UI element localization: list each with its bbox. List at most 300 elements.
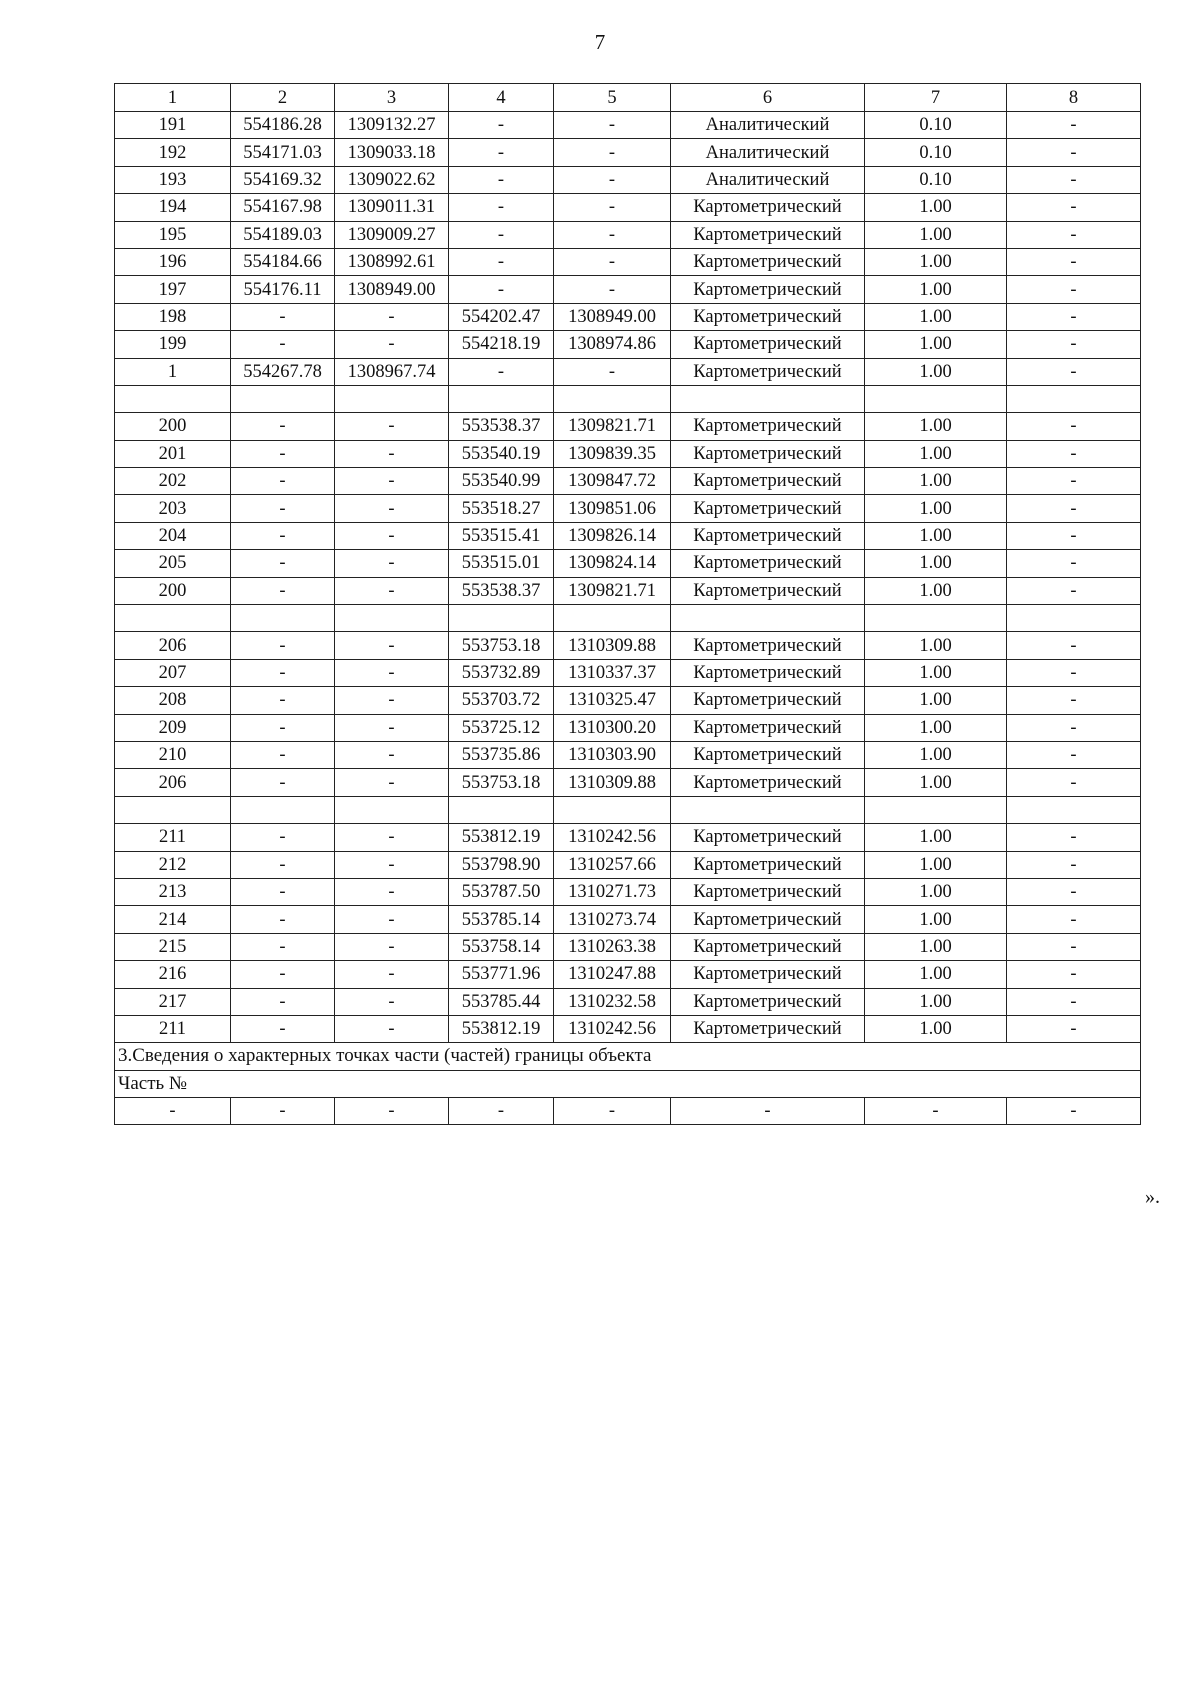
- table-cell: 553515.01: [449, 550, 554, 577]
- table-cell: 553515.41: [449, 522, 554, 549]
- table-cell: 1: [115, 358, 231, 385]
- table-cell: 554186.28: [231, 112, 335, 139]
- table-row: [115, 495, 1141, 522]
- table-cell: 1.00: [865, 440, 1007, 467]
- table-row: [115, 550, 1141, 577]
- table-cell: -: [1007, 687, 1141, 714]
- table-cell: 554169.32: [231, 166, 335, 193]
- table-cell: -: [449, 276, 554, 303]
- table-cell: -: [335, 440, 449, 467]
- table-cell: 204: [115, 522, 231, 549]
- table-cell: -: [231, 961, 335, 988]
- table-cell: -: [1007, 769, 1141, 796]
- table-cell: [449, 796, 554, 823]
- table-cell: 7: [865, 84, 1007, 112]
- table-cell: 1.00: [865, 468, 1007, 495]
- table-row: [115, 303, 1141, 330]
- table-cell: Картометрический: [671, 221, 865, 248]
- table-cell: -: [335, 331, 449, 358]
- table-cell: -: [335, 714, 449, 741]
- table-cell: -: [231, 522, 335, 549]
- table-cell: 4: [449, 84, 554, 112]
- table-cell: 3: [335, 84, 449, 112]
- table-cell: Картометрический: [671, 906, 865, 933]
- coordinates-table: [114, 83, 1141, 1125]
- table-cell: [449, 605, 554, 632]
- table-cell: -: [231, 687, 335, 714]
- table-cell: -: [449, 1098, 554, 1125]
- table-cell: -: [554, 276, 671, 303]
- table-cell: [115, 796, 231, 823]
- table-cell: 553703.72: [449, 687, 554, 714]
- table-cell: 1.00: [865, 878, 1007, 905]
- table-cell: -: [335, 522, 449, 549]
- table-row: [115, 221, 1141, 248]
- table-cell: 1.00: [865, 1015, 1007, 1042]
- table-cell: -: [231, 632, 335, 659]
- table-cell: -: [231, 1015, 335, 1042]
- table-cell: Картометрический: [671, 495, 865, 522]
- table-cell: 1: [115, 84, 231, 112]
- table-cell: -: [231, 331, 335, 358]
- table-cell: 5: [554, 84, 671, 112]
- table-cell: -: [231, 741, 335, 768]
- table-cell: [671, 385, 865, 412]
- table-cell: [865, 796, 1007, 823]
- table-cell: -: [335, 468, 449, 495]
- table-cell: 1310300.20: [554, 714, 671, 741]
- table-cell: Картометрический: [671, 769, 865, 796]
- table-row: [115, 522, 1141, 549]
- table-cell: 553758.14: [449, 933, 554, 960]
- table-cell: -: [1007, 440, 1141, 467]
- table-cell: 1309033.18: [335, 139, 449, 166]
- table-cell: [671, 605, 865, 632]
- table-cell: 1310337.37: [554, 659, 671, 686]
- section-title: 3.Сведения о характерных точках части (частей) границы объекта: [115, 1043, 1141, 1070]
- table-cell: 553540.19: [449, 440, 554, 467]
- table-cell: -: [231, 440, 335, 467]
- table-cell: 553785.14: [449, 906, 554, 933]
- table-cell: 206: [115, 769, 231, 796]
- table-cell: -: [231, 714, 335, 741]
- table-cell: Картометрический: [671, 1015, 865, 1042]
- table-cell: -: [231, 495, 335, 522]
- table-cell: 1.00: [865, 632, 1007, 659]
- table-cell: 213: [115, 878, 231, 905]
- closing-quote: ».: [1145, 1186, 1160, 1208]
- table-cell: -: [335, 961, 449, 988]
- table-cell: 191: [115, 112, 231, 139]
- table-cell: 1.00: [865, 331, 1007, 358]
- table-cell: -: [115, 1098, 231, 1125]
- table-cell: -: [335, 550, 449, 577]
- table-cell: 1309824.14: [554, 550, 671, 577]
- table-cell: -: [335, 741, 449, 768]
- table-row: [115, 413, 1141, 440]
- table-cell: [865, 605, 1007, 632]
- table-cell: -: [449, 139, 554, 166]
- table-cell: -: [449, 221, 554, 248]
- table-cell: 553798.90: [449, 851, 554, 878]
- table-row: [115, 1015, 1141, 1042]
- table-cell: -: [1007, 468, 1141, 495]
- table-cell: 1308949.00: [335, 276, 449, 303]
- table-cell: 1309022.62: [335, 166, 449, 193]
- table-row: [115, 139, 1141, 166]
- table-row: [115, 878, 1141, 905]
- table-cell: -: [1007, 1098, 1141, 1125]
- part-label-row: [115, 1070, 1141, 1097]
- table-cell: 216: [115, 961, 231, 988]
- table-cell: 1.00: [865, 933, 1007, 960]
- table-cell: 1309011.31: [335, 194, 449, 221]
- table-cell: 1309821.71: [554, 577, 671, 604]
- table-row: [115, 687, 1141, 714]
- table-row: [115, 248, 1141, 275]
- table-cell: 1309132.27: [335, 112, 449, 139]
- table-row: [115, 769, 1141, 796]
- table-cell: 553540.99: [449, 468, 554, 495]
- table-cell: 1310271.73: [554, 878, 671, 905]
- table-cell: 553725.12: [449, 714, 554, 741]
- table-cell: -: [335, 659, 449, 686]
- table-cell: 1309851.06: [554, 495, 671, 522]
- table-cell: -: [231, 933, 335, 960]
- table-cell: Картометрический: [671, 933, 865, 960]
- table-row: [115, 112, 1141, 139]
- table-cell: Картометрический: [671, 550, 865, 577]
- section-title-row: [115, 1043, 1141, 1070]
- table-body: [115, 84, 1141, 1125]
- table-cell: 0.10: [865, 112, 1007, 139]
- table-cell: [335, 796, 449, 823]
- table-cell: -: [449, 112, 554, 139]
- table-cell: 217: [115, 988, 231, 1015]
- table-cell: 215: [115, 933, 231, 960]
- table-cell: 1310303.90: [554, 741, 671, 768]
- table-cell: -: [335, 1015, 449, 1042]
- table-cell: 8: [1007, 84, 1141, 112]
- table-cell: Картометрический: [671, 413, 865, 440]
- table-cell: -: [554, 166, 671, 193]
- table-cell: 1.00: [865, 248, 1007, 275]
- table-cell: 553787.50: [449, 878, 554, 905]
- table-row: [115, 824, 1141, 851]
- table-cell: -: [1007, 248, 1141, 275]
- table-cell: Аналитический: [671, 166, 865, 193]
- table-cell: 193: [115, 166, 231, 193]
- table-cell: Картометрический: [671, 961, 865, 988]
- table-cell: Картометрический: [671, 248, 865, 275]
- table-cell: -: [335, 878, 449, 905]
- table-cell: -: [554, 112, 671, 139]
- table-cell: Картометрический: [671, 878, 865, 905]
- table-cell: -: [1007, 139, 1141, 166]
- table-cell: -: [1007, 331, 1141, 358]
- table-cell: [231, 605, 335, 632]
- table-cell: -: [231, 906, 335, 933]
- table-cell: -: [231, 413, 335, 440]
- table-cell: 212: [115, 851, 231, 878]
- table-cell: -: [1007, 194, 1141, 221]
- table-cell: Картометрический: [671, 988, 865, 1015]
- table-cell: -: [449, 358, 554, 385]
- table-cell: 1.00: [865, 824, 1007, 851]
- table-cell: -: [335, 933, 449, 960]
- table-row: [115, 632, 1141, 659]
- table-cell: -: [231, 303, 335, 330]
- table-cell: 205: [115, 550, 231, 577]
- table-cell: 1309826.14: [554, 522, 671, 549]
- table-cell: 553518.27: [449, 495, 554, 522]
- table-cell: 1308967.74: [335, 358, 449, 385]
- table-cell: -: [231, 988, 335, 1015]
- table-cell: 0.10: [865, 166, 1007, 193]
- table-cell: 200: [115, 577, 231, 604]
- table-cell: Аналитический: [671, 112, 865, 139]
- table-cell: 1.00: [865, 659, 1007, 686]
- table-cell: 1.00: [865, 851, 1007, 878]
- header-row: [115, 84, 1141, 112]
- table-cell: -: [449, 166, 554, 193]
- table-cell: -: [554, 194, 671, 221]
- table-cell: 553753.18: [449, 769, 554, 796]
- table-row: [115, 468, 1141, 495]
- table-cell: Картометрический: [671, 522, 865, 549]
- table-cell: -: [335, 1098, 449, 1125]
- table-cell: -: [1007, 303, 1141, 330]
- table-cell: 1309839.35: [554, 440, 671, 467]
- table-cell: 554218.19: [449, 331, 554, 358]
- table-cell: -: [1007, 824, 1141, 851]
- table-cell: -: [1007, 166, 1141, 193]
- table-cell: 1310325.47: [554, 687, 671, 714]
- table-cell: -: [335, 413, 449, 440]
- table-cell: [865, 385, 1007, 412]
- table-cell: -: [335, 769, 449, 796]
- table-cell: 1.00: [865, 550, 1007, 577]
- table-cell: 1310273.74: [554, 906, 671, 933]
- table-cell: 1.00: [865, 961, 1007, 988]
- table-cell: 554189.03: [231, 221, 335, 248]
- table-cell: 1309009.27: [335, 221, 449, 248]
- table-cell: 1308949.00: [554, 303, 671, 330]
- table-cell: -: [554, 221, 671, 248]
- table-cell: 553812.19: [449, 1015, 554, 1042]
- table-cell: -: [1007, 659, 1141, 686]
- table-cell: 554267.78: [231, 358, 335, 385]
- table-cell: 195: [115, 221, 231, 248]
- table-row: [115, 440, 1141, 467]
- table-cell: 554184.66: [231, 248, 335, 275]
- table-cell: Аналитический: [671, 139, 865, 166]
- table-cell: Картометрический: [671, 468, 865, 495]
- table-cell: 210: [115, 741, 231, 768]
- table-cell: Картометрический: [671, 741, 865, 768]
- table-cell: [231, 796, 335, 823]
- table-cell: 6: [671, 84, 865, 112]
- table-row: [115, 933, 1141, 960]
- table-cell: -: [1007, 221, 1141, 248]
- table-cell: 553753.18: [449, 632, 554, 659]
- table-cell: 2: [231, 84, 335, 112]
- table-cell: -: [554, 139, 671, 166]
- table-cell: -: [865, 1098, 1007, 1125]
- table-cell: 211: [115, 824, 231, 851]
- table-cell: 1310242.56: [554, 824, 671, 851]
- table-row: [115, 961, 1141, 988]
- table-cell: Картометрический: [671, 276, 865, 303]
- table-cell: 200: [115, 413, 231, 440]
- table-cell: 207: [115, 659, 231, 686]
- table-cell: 1.00: [865, 221, 1007, 248]
- table-cell: [671, 796, 865, 823]
- table-cell: Картометрический: [671, 577, 865, 604]
- table-cell: -: [554, 358, 671, 385]
- table-cell: Картометрический: [671, 303, 865, 330]
- table-cell: -: [335, 824, 449, 851]
- table-cell: 553538.37: [449, 413, 554, 440]
- table-cell: -: [1007, 550, 1141, 577]
- table-cell: 554202.47: [449, 303, 554, 330]
- table-cell: [115, 385, 231, 412]
- table-cell: 1309821.71: [554, 413, 671, 440]
- table-cell: 199: [115, 331, 231, 358]
- table-cell: Картометрический: [671, 824, 865, 851]
- table-cell: [335, 605, 449, 632]
- table-cell: -: [554, 248, 671, 275]
- table-cell: -: [231, 550, 335, 577]
- table-cell: 553812.19: [449, 824, 554, 851]
- table-cell: -: [231, 659, 335, 686]
- table-cell: 1310263.38: [554, 933, 671, 960]
- table-cell: -: [231, 878, 335, 905]
- table-cell: 1309847.72: [554, 468, 671, 495]
- table-cell: -: [1007, 741, 1141, 768]
- table-cell: -: [1007, 851, 1141, 878]
- table-cell: [335, 385, 449, 412]
- table-cell: Картометрический: [671, 851, 865, 878]
- table-cell: 1.00: [865, 303, 1007, 330]
- table-cell: 554176.11: [231, 276, 335, 303]
- table-cell: 553771.96: [449, 961, 554, 988]
- table-cell: -: [449, 194, 554, 221]
- table-cell: Картометрический: [671, 358, 865, 385]
- table-cell: -: [335, 577, 449, 604]
- table-cell: -: [1007, 577, 1141, 604]
- table-cell: -: [1007, 413, 1141, 440]
- table-cell: [1007, 605, 1141, 632]
- table-row: [115, 659, 1141, 686]
- table-cell: 1.00: [865, 741, 1007, 768]
- table-row: [115, 166, 1141, 193]
- table-cell: -: [1007, 961, 1141, 988]
- table-cell: 1.00: [865, 988, 1007, 1015]
- table-row: [115, 906, 1141, 933]
- table-cell: -: [335, 906, 449, 933]
- table-cell: -: [1007, 714, 1141, 741]
- table-cell: -: [1007, 1015, 1141, 1042]
- table-cell: 208: [115, 687, 231, 714]
- table-cell: 201: [115, 440, 231, 467]
- table-cell: [1007, 796, 1141, 823]
- table-cell: 554167.98: [231, 194, 335, 221]
- spacer-row: [115, 605, 1141, 632]
- spacer-row: [115, 385, 1141, 412]
- table-cell: 1.00: [865, 194, 1007, 221]
- table-row: [115, 741, 1141, 768]
- table-cell: -: [231, 851, 335, 878]
- table-row: [115, 988, 1141, 1015]
- table-cell: -: [1007, 988, 1141, 1015]
- page-number: 7: [594, 30, 606, 54]
- table-cell: -: [1007, 276, 1141, 303]
- table-cell: 553732.89: [449, 659, 554, 686]
- table-cell: -: [231, 577, 335, 604]
- table-row: [115, 331, 1141, 358]
- table-cell: 194: [115, 194, 231, 221]
- table-cell: 1308992.61: [335, 248, 449, 275]
- spacer-row: [115, 796, 1141, 823]
- table-cell: -: [554, 1098, 671, 1125]
- table-cell: 553735.86: [449, 741, 554, 768]
- table-row: [115, 194, 1141, 221]
- table-cell: 1.00: [865, 687, 1007, 714]
- table-cell: Картометрический: [671, 687, 865, 714]
- table-cell: 1.00: [865, 276, 1007, 303]
- table-cell: 1.00: [865, 522, 1007, 549]
- table-row: [115, 276, 1141, 303]
- table-cell: -: [335, 303, 449, 330]
- table-cell: 1.00: [865, 413, 1007, 440]
- table-cell: 1.00: [865, 358, 1007, 385]
- table-cell: Картометрический: [671, 632, 865, 659]
- table-cell: [115, 605, 231, 632]
- part-label: Часть №: [115, 1070, 1141, 1097]
- table-row: [115, 577, 1141, 604]
- table-cell: -: [1007, 632, 1141, 659]
- table-cell: -: [335, 687, 449, 714]
- table-cell: -: [231, 769, 335, 796]
- table-cell: 1.00: [865, 769, 1007, 796]
- table-cell: -: [1007, 358, 1141, 385]
- table-cell: 211: [115, 1015, 231, 1042]
- table-cell: [554, 605, 671, 632]
- table-cell: 1.00: [865, 577, 1007, 604]
- table-cell: 0.10: [865, 139, 1007, 166]
- table-cell: Картометрический: [671, 659, 865, 686]
- table-cell: [1007, 385, 1141, 412]
- table-cell: Картометрический: [671, 714, 865, 741]
- table-cell: 1310257.66: [554, 851, 671, 878]
- table-cell: 197: [115, 276, 231, 303]
- table-cell: -: [1007, 522, 1141, 549]
- table-cell: [231, 385, 335, 412]
- table-cell: [449, 385, 554, 412]
- table-cell: 192: [115, 139, 231, 166]
- table-cell: -: [335, 851, 449, 878]
- table-cell: [554, 796, 671, 823]
- table-cell: 1.00: [865, 714, 1007, 741]
- table-cell: 553785.44: [449, 988, 554, 1015]
- table-cell: 214: [115, 906, 231, 933]
- table-cell: 206: [115, 632, 231, 659]
- table-cell: Картометрический: [671, 194, 865, 221]
- table-cell: -: [335, 988, 449, 1015]
- table-cell: 1308974.86: [554, 331, 671, 358]
- table-cell: 554171.03: [231, 139, 335, 166]
